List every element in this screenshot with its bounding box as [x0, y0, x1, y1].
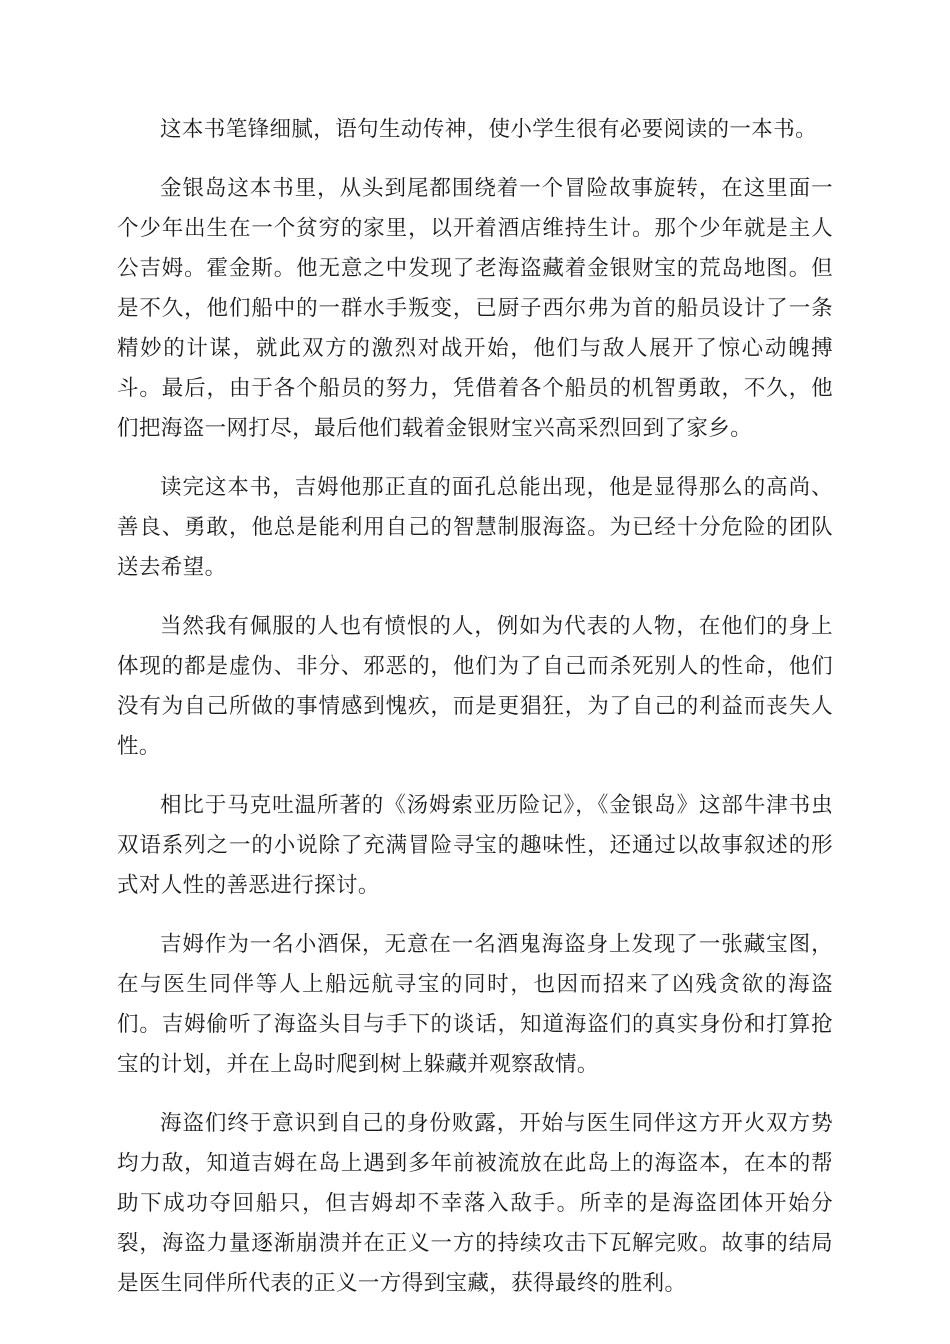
- document-body: [117, 110, 833, 1323]
- paragraph-6: 吉姆作为一名小酒保，无意在一名酒鬼海盗身上发现了一张藏宝图，在与医生同伴等人上船远航寻宝的同时，也因而招来了凶残贪欲的海盗们。吉姆偷听了海盗头目与手下的谈话，知道海盗们的真实身份和打算抢宝的计划，并在上岛时爬到树上躲藏并观察敌情。: [117, 932, 833, 1077]
- paragraph-4: 当然我有佩服的人也有愤恨的人，例如为代表的人物，在他们的身上体现的都是虚伪、非分、邪恶的，他们为了自己而杀死别人的性命，他们没有为自己所做的事情感到愧疚，而是更猖狂，为了自己的利益而丧失人性。: [117, 614, 833, 759]
- paragraph-2: 金银岛这本书里，从头到尾都围绕着一个冒险故事旋转，在这里面一个少年出生在一个贫穷的家里，以开着酒店维持生计。那个少年就是主人公吉姆。霍金斯。他无意之中发现了老海盗藏着金银财宝的荒岛地图。但是不久，他们船中的一群水手叛变，已厨子西尔弗为首的船员设计了一条精妙的计谋，就此双方的激烈对战开始，他们与敌人展开了惊心动魄搏斗。最后，由于各个船员的努力，凭借着各个船员的机智勇敢，不久，他们把海盗一网打尽，最后他们载着金银财宝兴高采烈回到了家乡。: [117, 176, 833, 441]
- paragraph-1: 这本书笔锋细腻，语句生动传神，使小学生很有必要阅读的一本书。: [160, 117, 818, 142]
- paragraph-5: 相比于马克吐温所著的《汤姆索亚历险记》，《金银岛》这部牛津书虫双语系列之一的小说除了充满冒险寻宝的趣味性，还通过以故事叙述的形式对人性的善恶进行探讨。: [117, 793, 833, 898]
- paragraph-7: 海盗们终于意识到自己的身份败露，开始与医生同伴这方开火双方势均力敌，知道吉姆在岛上遇到多年前被流放在此岛上的海盗本，在本的帮助下成功夺回船只，但吉姆却不幸落入敌手。所幸的是海盗团体开始分裂，海盗力量逐渐崩溃并在正义一方的持续攻击下瓦解完败。故事的结局是医生同伴所代表的正义一方得到宝藏，获得最终的胜利。: [117, 1111, 833, 1296]
- paragraph-3: 读完这本书，吉姆他那正直的面孔总能出现，他是显得那么的高尚、善良、勇敢，他总是能利用自己的智慧制服海盗。为已经十分危险的团队送去希望。: [117, 475, 833, 580]
